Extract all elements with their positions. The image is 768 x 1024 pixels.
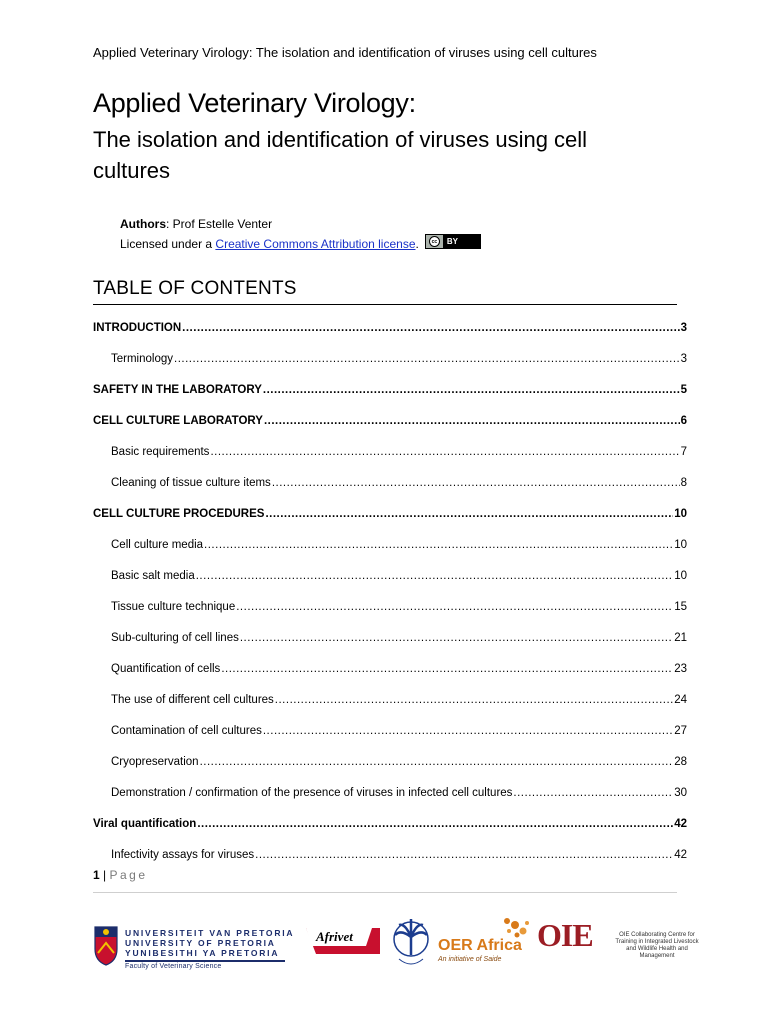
toc-entry-label: Tissue culture technique [111,601,236,613]
toc-entry-page: 23 [674,663,687,675]
toc-entry[interactable] [93,508,687,524]
license-line [120,236,481,251]
authors-label: Authors [120,217,166,231]
toc-heading: TABLE OF CONTENTS [93,278,297,299]
toc-entry-label: Quantification of cells [111,663,221,675]
authors-name: Prof Estelle Venter [172,217,273,231]
afrivet-logo [306,926,380,956]
document-title: Applied Veterinary Virology: [93,88,416,118]
oer-africa-name: OER Africa [438,937,522,954]
up-line-3: YUNIBESITHI YA PRETORIA [125,948,280,958]
page-word: Page [109,868,148,882]
running-header: Applied Veterinary Virology: The isolation and identification of viruses using cell cultures [93,45,597,60]
toc-leader-dots [174,353,680,365]
toc-entry[interactable] [111,849,687,865]
cc-icon [426,235,443,248]
toc-entry[interactable] [111,570,687,586]
toc-entry[interactable] [111,632,687,648]
toc-entry-label: Contamination of cell cultures [111,725,262,737]
page-number [93,868,148,882]
up-crest-icon [93,923,119,972]
toc-entry-page: 6 [680,415,687,427]
toc-entry-page: 10 [674,570,687,582]
toc-entry-page: 3 [680,353,687,365]
up-line-2: UNIVERSITY OF PRETORIA [125,938,276,948]
toc-entry-label: Sub-culturing of cell lines [111,632,239,644]
license-link[interactable]: Creative Commons Attribution license [215,236,416,251]
toc-leader-dots [210,446,679,458]
toc-leader-dots [272,477,680,489]
authors-separator: : [166,217,173,231]
toc-entry[interactable] [111,663,687,679]
toc-entry-label: The use of different cell cultures [111,694,274,706]
authors-line [120,217,272,231]
cc-circle-icon: cc [429,236,440,247]
palm-emblem-icon [391,915,431,978]
footer-logos [93,915,703,975]
toc-entry[interactable] [111,694,687,710]
toc-entry-page: 28 [674,756,687,768]
toc-leader-dots [197,818,673,830]
oie-name: OIE [537,917,593,953]
toc-entry-page: 10 [674,539,687,551]
toc-leader-dots [240,632,673,644]
toc-entry-label: SAFETY IN THE LABORATORY [93,384,262,396]
toc-entry-label: Basic salt media [111,570,195,582]
toc-entry[interactable] [111,446,687,462]
toc-entry-page: 30 [674,787,687,799]
toc-leader-dots [196,570,673,582]
oer-africa-tagline: An initiative of Saide [438,956,502,963]
toc-entry[interactable] [111,539,687,555]
toc-leader-dots [221,663,673,675]
toc-entry-page: 24 [674,694,687,706]
license-prefix: Licensed under a [120,236,216,251]
toc-entry-label: Demonstration / confirmation of the presence of viruses in infected cell cultures [111,787,513,799]
toc-entry-label: Viral quantification [93,818,197,830]
toc-entry-label: Basic requirements [111,446,210,458]
cc-by-badge[interactable] [425,234,481,249]
toc-leader-dots [513,787,673,799]
toc-entry-label: Terminology [111,353,173,365]
toc-leader-dots [264,415,680,427]
toc-leader-dots [263,725,673,737]
toc-entry[interactable] [111,477,687,493]
toc-entry-label: Cryopreservation [111,756,199,768]
toc-entry[interactable] [111,787,687,803]
toc-leader-dots [255,849,673,861]
toc-entry-page: 15 [674,601,687,613]
page-number-value: 1 [93,868,100,882]
toc-divider [93,304,677,305]
toc-entry-page: 21 [674,632,687,644]
up-faculty: Faculty of Veterinary Science [125,963,222,970]
toc-entry[interactable] [111,725,687,741]
license-suffix: . [415,236,419,251]
afrivet-text: Afrivet [316,929,353,944]
toc-entry[interactable] [93,415,687,431]
toc-entry[interactable] [111,353,687,369]
toc-entry-label: INTRODUCTION [93,322,182,334]
toc-leader-dots [265,508,673,520]
toc-entry[interactable] [111,601,687,617]
toc-entry-label: Cleaning of tissue culture items [111,477,271,489]
toc-entry-page: 3 [680,322,687,334]
toc-leader-dots [204,539,673,551]
toc-entry[interactable] [93,322,687,338]
toc-entry-label: Infectivity assays for viruses [111,849,255,861]
toc-leader-dots [275,694,673,706]
toc-entry-label: Cell culture media [111,539,204,551]
toc-entry[interactable] [93,384,687,400]
toc-entry-label: CELL CULTURE PROCEDURES [93,508,265,520]
toc-entry[interactable] [93,818,687,834]
oie-caption-block [611,932,703,960]
toc-entry-label: CELL CULTURE LABORATORY [93,415,263,427]
footer-divider [93,892,677,893]
oer-africa-logo [438,917,533,967]
cc-by-label: BY [446,237,458,246]
up-logo-text [125,928,294,970]
toc-entry[interactable] [111,756,687,772]
toc-leader-dots [263,384,680,396]
oie-logo [537,917,593,954]
page-separator: | [99,868,110,882]
toc-leader-dots [200,756,674,768]
toc-entry-page: 27 [674,725,687,737]
toc-entry-page: 10 [674,508,687,520]
toc-leader-dots [182,322,679,334]
toc-entry-page: 8 [680,477,687,489]
toc-entry-page: 5 [680,384,687,396]
up-line-1: UNIVERSITEIT VAN PRETORIA [125,928,295,938]
document-subtitle: The isolation and identification of viruses using cell cultures [93,127,588,183]
toc-entry-page: 42 [674,818,687,830]
toc-entry-page: 42 [674,849,687,861]
toc-entry-page: 7 [680,446,687,458]
toc-leader-dots [236,601,673,613]
oie-caption: OIE Collaborating Centre for Training in Integrated Livestock and Wildlife Health and Management [615,932,699,959]
